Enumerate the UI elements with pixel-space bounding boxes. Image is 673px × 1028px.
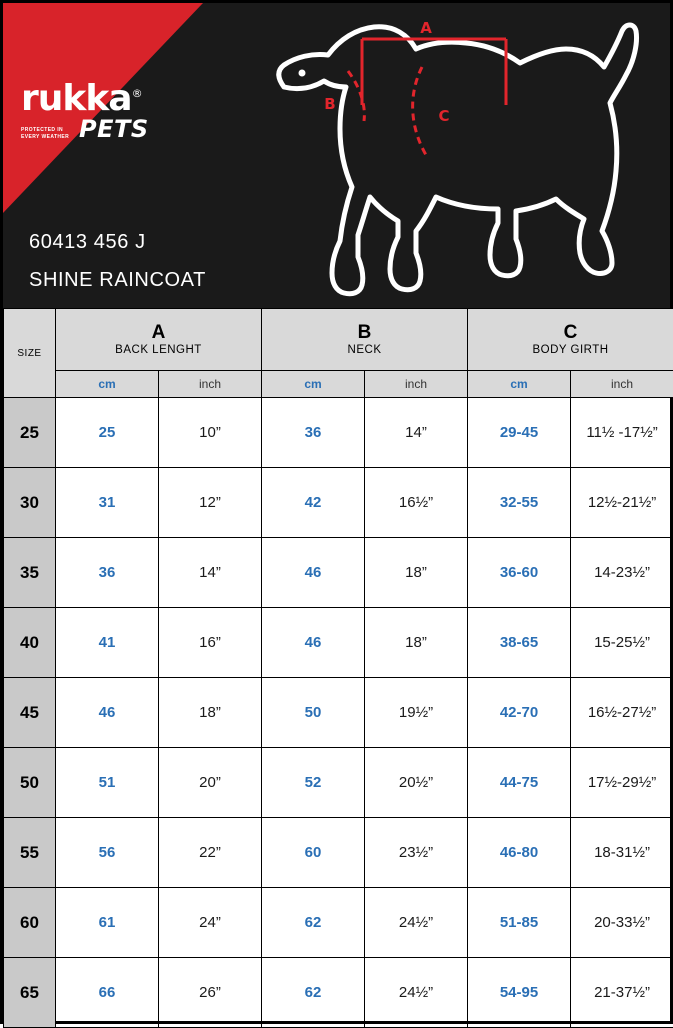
row-c-inch: 17½-29½” xyxy=(571,748,673,818)
row-c-inch: 14-23½” xyxy=(571,538,673,608)
row-c-inch: 11½ -17½” xyxy=(571,398,673,468)
brand-pets-word: PETS xyxy=(79,119,149,141)
table-row xyxy=(4,608,673,678)
table-row xyxy=(4,818,673,888)
row-size: 50 xyxy=(4,748,56,818)
table-row xyxy=(4,538,673,608)
row-a-cm: 41 xyxy=(56,608,159,678)
row-c-cm: 38-65 xyxy=(468,608,571,678)
row-a-cm: 36 xyxy=(56,538,159,608)
row-size: 30 xyxy=(4,468,56,538)
table-row xyxy=(4,678,673,748)
row-a-inch: 26” xyxy=(159,958,262,1028)
size-column-header: SIZE xyxy=(4,309,56,398)
row-a-cm: 56 xyxy=(56,818,159,888)
row-a-cm: 66 xyxy=(56,958,159,1028)
row-b-inch: 18” xyxy=(365,538,468,608)
unit-header-row xyxy=(4,371,673,398)
label-a: A xyxy=(420,19,432,37)
group-header-row xyxy=(4,309,673,371)
group-name-c: BODY GIRTH xyxy=(468,344,673,358)
product-code: 60413 456 J xyxy=(29,231,146,254)
row-size: 65 xyxy=(4,958,56,1028)
group-header-c xyxy=(468,309,673,371)
row-b-cm: 46 xyxy=(262,608,365,678)
row-a-cm: 46 xyxy=(56,678,159,748)
row-a-cm: 25 xyxy=(56,398,159,468)
row-c-cm: 42-70 xyxy=(468,678,571,748)
row-b-inch: 18” xyxy=(365,608,468,678)
brand-logo xyxy=(21,81,149,141)
row-c-cm: 29-45 xyxy=(468,398,571,468)
unit-c-inch: inch xyxy=(571,371,673,398)
unit-c-cm: cm xyxy=(468,371,571,398)
row-c-inch: 21-37½” xyxy=(571,958,673,1028)
table-row xyxy=(4,468,673,538)
row-a-inch: 20” xyxy=(159,748,262,818)
group-letter-a: A xyxy=(56,322,261,344)
row-c-cm: 36-60 xyxy=(468,538,571,608)
row-b-inch: 16½” xyxy=(365,468,468,538)
brand-sub-row xyxy=(21,119,149,141)
row-a-cm: 61 xyxy=(56,888,159,958)
row-c-inch: 18-31½” xyxy=(571,818,673,888)
size-table-body xyxy=(4,398,673,1028)
row-b-inch: 23½” xyxy=(365,818,468,888)
row-a-inch: 16” xyxy=(159,608,262,678)
brand-name-text: rukka xyxy=(21,78,132,119)
row-b-cm: 52 xyxy=(262,748,365,818)
row-c-cm: 32-55 xyxy=(468,468,571,538)
registered-trademark-icon: ® xyxy=(132,87,142,100)
unit-a-inch: inch xyxy=(159,371,262,398)
group-header-a xyxy=(56,309,262,371)
row-c-inch: 20-33½” xyxy=(571,888,673,958)
header-banner xyxy=(3,3,670,308)
row-b-cm: 60 xyxy=(262,818,365,888)
label-c: C xyxy=(438,107,449,125)
row-c-inch: 16½-27½” xyxy=(571,678,673,748)
row-b-cm: 62 xyxy=(262,888,365,958)
row-c-inch: 12½-21½” xyxy=(571,468,673,538)
row-size: 60 xyxy=(4,888,56,958)
row-c-cm: 54-95 xyxy=(468,958,571,1028)
row-a-inch: 24” xyxy=(159,888,262,958)
row-a-inch: 14” xyxy=(159,538,262,608)
label-b: B xyxy=(324,95,335,113)
measurement-line-a xyxy=(362,39,506,105)
table-row xyxy=(4,748,673,818)
row-b-cm: 62 xyxy=(262,958,365,1028)
row-size: 35 xyxy=(4,538,56,608)
row-c-cm: 46-80 xyxy=(468,818,571,888)
brand-name xyxy=(21,81,149,117)
product-name: SHINE RAINCOAT xyxy=(29,269,206,292)
size-table xyxy=(3,308,673,1028)
row-a-cm: 51 xyxy=(56,748,159,818)
row-size: 55 xyxy=(4,818,56,888)
row-b-cm: 50 xyxy=(262,678,365,748)
group-name-a: BACK LENGHT xyxy=(56,344,261,358)
row-size: 45 xyxy=(4,678,56,748)
row-b-inch: 24½” xyxy=(365,958,468,1028)
row-b-cm: 42 xyxy=(262,468,365,538)
group-letter-b: B xyxy=(262,322,467,344)
row-b-inch: 24½” xyxy=(365,888,468,958)
dog-measurement-diagram xyxy=(244,9,664,304)
row-size: 40 xyxy=(4,608,56,678)
group-letter-c: C xyxy=(468,322,673,344)
row-a-inch: 10” xyxy=(159,398,262,468)
row-a-cm: 31 xyxy=(56,468,159,538)
table-row xyxy=(4,398,673,468)
row-b-inch: 20½” xyxy=(365,748,468,818)
row-b-cm: 36 xyxy=(262,398,365,468)
unit-b-inch: inch xyxy=(365,371,468,398)
row-a-inch: 22” xyxy=(159,818,262,888)
row-c-cm: 44-75 xyxy=(468,748,571,818)
row-a-inch: 18” xyxy=(159,678,262,748)
group-header-b xyxy=(262,309,468,371)
row-b-inch: 19½” xyxy=(365,678,468,748)
measurement-line-c xyxy=(413,67,426,155)
unit-a-cm: cm xyxy=(56,371,159,398)
row-b-inch: 14” xyxy=(365,398,468,468)
table-row xyxy=(4,888,673,958)
table-row xyxy=(4,958,673,1028)
row-size: 25 xyxy=(4,398,56,468)
row-c-inch: 15-25½” xyxy=(571,608,673,678)
unit-b-cm: cm xyxy=(262,371,365,398)
row-b-cm: 46 xyxy=(262,538,365,608)
group-name-b: NECK xyxy=(262,344,467,358)
brand-tagline: PROTECTED IN EVERY WEATHER xyxy=(21,127,73,141)
row-a-inch: 12” xyxy=(159,468,262,538)
row-c-cm: 51-85 xyxy=(468,888,571,958)
